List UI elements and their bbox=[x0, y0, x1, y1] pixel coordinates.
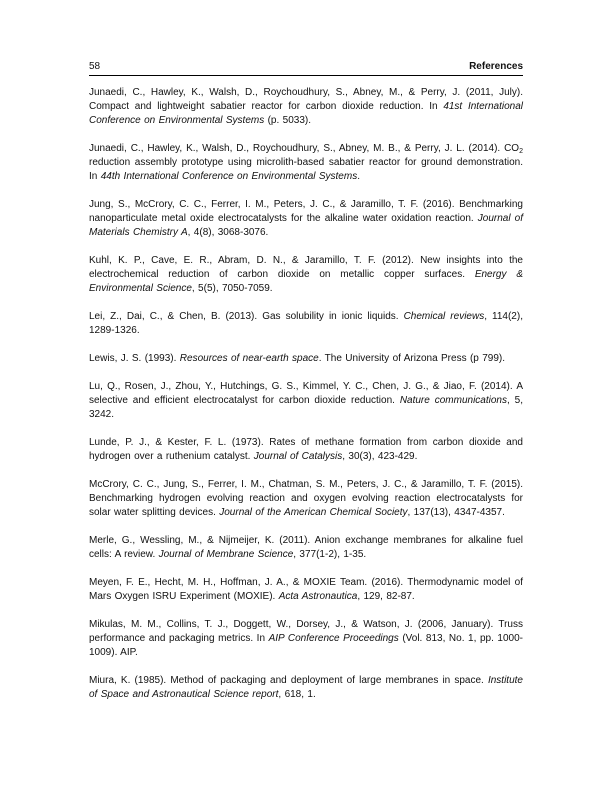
reference-text-segment: (p. 5033). bbox=[264, 115, 311, 126]
reference-text-segment: AIP Conference Proceedings bbox=[268, 633, 399, 644]
reference-text-segment: Junaedi, C., Hawley, K., Walsh, D., Roychoudhury, S., Abney, M. B., & Perry, J. L. (2014). CO bbox=[89, 143, 520, 154]
reference-text-segment: . The University of Arizona Press (p 799). bbox=[318, 353, 506, 364]
reference-text-segment: , 5, 3242. bbox=[89, 395, 523, 420]
reference-text-segment: Lu, Q., Rosen, J., Zhou, Y., Hutchings, G. S., Kimmel, Y. C., Chen, J. G., & Jiao, F. (2014). A selective and efficient electrocatalyst for carbon dioxide reduction. bbox=[89, 381, 523, 406]
reference-text-segment: Meyen, F. E., Hecht, M. H., Hoffman, J. A., & MOXIE Team. (2016). Thermodynamic model of Mars Oxygen ISRU Experiment (MOXIE). bbox=[89, 577, 523, 602]
reference-text-segment: . bbox=[357, 171, 360, 182]
reference-text-segment: Lunde, P. J., & Kester, F. L. (1973). Rates of methane formation from carbon dioxide and hydrogen over a ruthenium catalyst. bbox=[89, 437, 523, 462]
page-number: 58 bbox=[89, 61, 101, 72]
reference-entry bbox=[89, 478, 523, 520]
reference-entry bbox=[89, 310, 523, 338]
reference-text-segment: reduction assembly prototype using microlith-based sabatier reactor for ground demonstration. In bbox=[89, 157, 523, 182]
reference-text-segment: , 129, 82-87. bbox=[357, 591, 415, 602]
reference-text-segment: , 377(1-2), 1-35. bbox=[293, 549, 367, 560]
page-header bbox=[89, 61, 523, 76]
reference-text-segment: Acta Astronautica bbox=[278, 591, 358, 602]
reference-entry bbox=[89, 254, 523, 296]
reference-text-segment: Lewis, J. S. (1993). bbox=[89, 353, 180, 364]
reference-entry bbox=[89, 618, 523, 660]
reference-entry bbox=[89, 534, 523, 562]
references-list bbox=[89, 86, 523, 716]
reference-entry bbox=[89, 674, 523, 702]
reference-text-segment: Journal of Membrane Science bbox=[158, 549, 294, 560]
reference-entry bbox=[89, 86, 523, 128]
reference-text-segment: Institute of Space and Astronautical Science report bbox=[89, 675, 523, 700]
reference-text-segment: Lei, Z., Dai, C., & Chen, B. (2013). Gas solubility in ionic liquids. bbox=[89, 311, 404, 322]
reference-entry bbox=[89, 142, 523, 184]
reference-text-segment: 2 bbox=[519, 148, 523, 155]
reference-text-segment: , 4(8), 3068-3076. bbox=[187, 227, 269, 238]
reference-text-segment: Kuhl, K. P., Cave, E. R., Abram, D. N., & Jaramillo, T. F. (2012). New insights into the electrochemical reduction of carbon dioxide on metallic copper surfaces. bbox=[89, 255, 523, 280]
reference-text-segment: Journal of the American Chemical Society bbox=[219, 507, 408, 518]
reference-text-segment: Junaedi, C., Hawley, K., Walsh, D., Roychoudhury, S., Abney, M., & Perry, J. (2011, July). Compact and lightweight sabatier reactor for carbon dioxide reduction. In bbox=[89, 87, 523, 112]
reference-entry bbox=[89, 380, 523, 422]
reference-text-segment: Journal of Materials Chemistry A bbox=[89, 213, 523, 238]
reference-text-segment: , 30(3), 423-429. bbox=[342, 451, 418, 462]
reference-text-segment: Mikulas, M. M., Collins, T. J., Doggett, W., Dorsey, J., & Watson, J. (2006, January). Truss performance and packaging metrics. In bbox=[89, 619, 523, 644]
reference-text-segment: , 137(13), 4347-4357. bbox=[407, 507, 505, 518]
reference-text-segment: Merle, G., Wessling, M., & Nijmeijer, K. (2011). Anion exchange membranes for alkaline fuel cells: A review. bbox=[89, 535, 523, 560]
reference-text-segment: Journal of Catalysis bbox=[253, 451, 343, 462]
reference-text-segment: Jung, S., McCrory, C. C., Ferrer, I. M., Peters, J. C., & Jaramillo, T. F. (2016). Benchmarking nanoparticulate metal oxide electrocatalysts for the alkaline water oxidation reaction. bbox=[89, 199, 523, 224]
reference-text-segment: (Vol. 813, No. 1, pp. 1000-1009). AIP. bbox=[89, 633, 523, 658]
reference-text-segment: 41st International Conference on Environmental Systems bbox=[89, 101, 523, 126]
reference-text-segment: Resources of near-earth space bbox=[179, 353, 319, 364]
reference-text-segment: Energy & Environmental Science bbox=[89, 269, 523, 294]
reference-text-segment: 44th International Conference on Environmental Systems bbox=[100, 171, 358, 182]
reference-entry bbox=[89, 576, 523, 604]
reference-text-segment: , 5(5), 7050-7059. bbox=[191, 283, 273, 294]
reference-text-segment: , 618, 1. bbox=[278, 689, 316, 700]
reference-text-segment: , 114(2), 1289-1326. bbox=[89, 311, 523, 336]
reference-text-segment: Chemical reviews bbox=[403, 311, 485, 322]
reference-entry bbox=[89, 436, 523, 464]
reference-entry bbox=[89, 352, 523, 366]
reference-entry bbox=[89, 198, 523, 240]
header-title: References bbox=[469, 61, 523, 72]
reference-text-segment: McCrory, C. C., Jung, S., Ferrer, I. M., Chatman, S. M., Peters, J. C., & Jaramillo, T. F. (2015). Benchmarking hydrogen evolving reaction and oxygen evolving reaction electrocatalysts for solar water splitting devices. bbox=[89, 479, 523, 518]
reference-text-segment: Nature communications bbox=[399, 395, 507, 406]
reference-text-segment: Miura, K. (1985). Method of packaging and deployment of large membranes in space. bbox=[89, 675, 488, 686]
